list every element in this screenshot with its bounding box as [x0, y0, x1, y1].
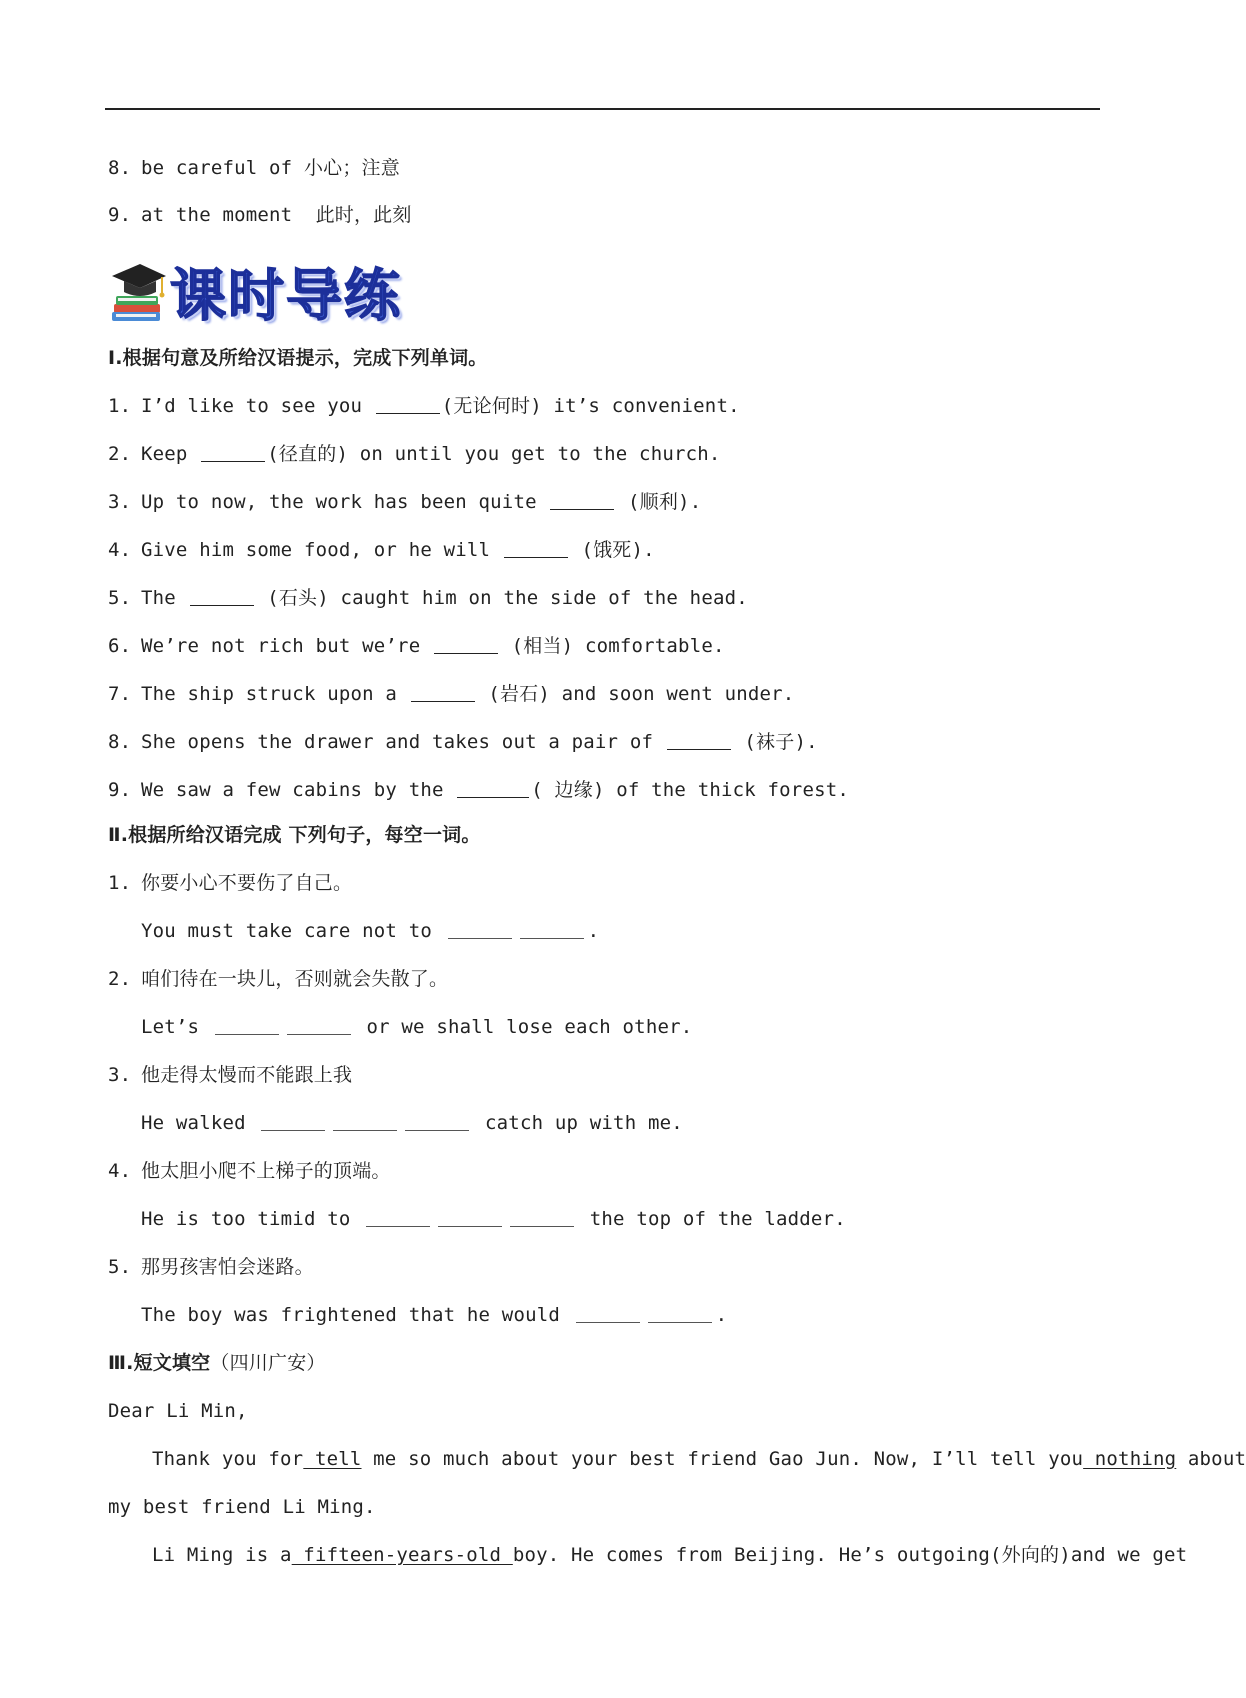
answer-blank[interactable]: [438, 1208, 502, 1227]
translation-answer: The boy was frightened that he would .: [141, 1304, 728, 1326]
answer-blank[interactable]: [510, 1208, 574, 1227]
answer-blank[interactable]: [333, 1112, 397, 1131]
answer-blank[interactable]: [405, 1112, 469, 1131]
translation-item: 1. 你要小心不要伤了自己。: [108, 872, 353, 894]
vocab-item: 9. at the moment 此时，此刻: [108, 204, 412, 226]
letter-paragraph: Li Ming is a fifteen-years-old boy. He comes from Beijing. He’s outgoing(外向的)and we get: [152, 1544, 1188, 1566]
answer-blank[interactable]: [504, 539, 568, 558]
answer-blank[interactable]: [376, 395, 440, 414]
exercise-item: 3. Up to now, the work has been quite (顺利).: [108, 491, 702, 513]
exercise-item: 7. The ship struck upon a (岩石) and soon went under.: [108, 683, 795, 705]
exercise-item: 4. Give him some food, or he will (饿死).: [108, 539, 655, 561]
answer-blank[interactable]: [366, 1208, 430, 1227]
vocab-item: 8. be careful of 小心；注意: [108, 157, 400, 179]
exercise-item: 5. The (石头) caught him on the side of the head.: [108, 587, 748, 609]
letter-paragraph: Thank you for tell me so much about your best friend Gao Jun. Now, I’ll tell you nothing about: [152, 1448, 1246, 1470]
section1-heading: Ⅰ.根据句意及所给汉语提示，完成下列单词。: [108, 347, 488, 369]
exercise-item: 6. We’re not rich but we’re (相当) comfortable.: [108, 635, 725, 657]
section2-heading: Ⅱ.根据所给汉语完成 下列句子，每空一词。: [108, 824, 481, 846]
translation-item: 3. 他走得太慢而不能跟上我: [108, 1064, 353, 1086]
translation-item: 2. 咱们待在一块儿，否则就会失散了。: [108, 968, 449, 990]
exercise-item: 9. We saw a few cabins by the ( 边缘) of the thick forest.: [108, 779, 850, 801]
answer-blank[interactable]: [201, 443, 265, 462]
exercise-item: 2. Keep (径直的) on until you get to the church.: [108, 443, 721, 465]
section3-heading: Ⅲ.短文填空（四川广安）: [108, 1352, 326, 1374]
exercise-item: 8. She opens the drawer and takes out a pair of (袜子).: [108, 731, 818, 753]
translation-answer: Let’s or we shall lose each other.: [141, 1016, 693, 1038]
answer-blank[interactable]: [215, 1016, 279, 1035]
answer-blank[interactable]: [190, 587, 254, 606]
answer-blank[interactable]: [448, 920, 512, 939]
letter-greeting: Dear Li Min,: [108, 1400, 248, 1422]
banner-title: 课时导练: [170, 264, 402, 329]
answer-blank[interactable]: [287, 1016, 351, 1035]
section-banner: [108, 250, 428, 329]
letter-paragraph-cont: my best friend Li Ming.: [108, 1496, 376, 1518]
answer-blank[interactable]: [520, 920, 584, 939]
header-rule: [105, 108, 1100, 110]
translation-answer: He is too timid to the top of the ladder.: [141, 1208, 846, 1230]
answer-blank[interactable]: [411, 683, 475, 702]
translation-item: 5. 那男孩害怕会迷路。: [108, 1256, 314, 1278]
exercise-item: 1. I’d like to see you (无论何时) it’s convenient.: [108, 395, 740, 417]
graduation-cap-books-icon: [108, 254, 168, 326]
answer-blank[interactable]: [550, 491, 614, 510]
answer-blank[interactable]: [457, 779, 529, 798]
answer-blank[interactable]: [648, 1304, 712, 1323]
translation-answer: You must take care not to .: [141, 920, 600, 942]
answer-blank[interactable]: [261, 1112, 325, 1131]
answer-blank[interactable]: [667, 731, 731, 750]
translation-answer: He walked catch up with me.: [141, 1112, 683, 1134]
answer-blank[interactable]: [576, 1304, 640, 1323]
answer-blank[interactable]: [434, 635, 498, 654]
translation-item: 4. 他太胆小爬不上梯子的顶端。: [108, 1160, 391, 1182]
